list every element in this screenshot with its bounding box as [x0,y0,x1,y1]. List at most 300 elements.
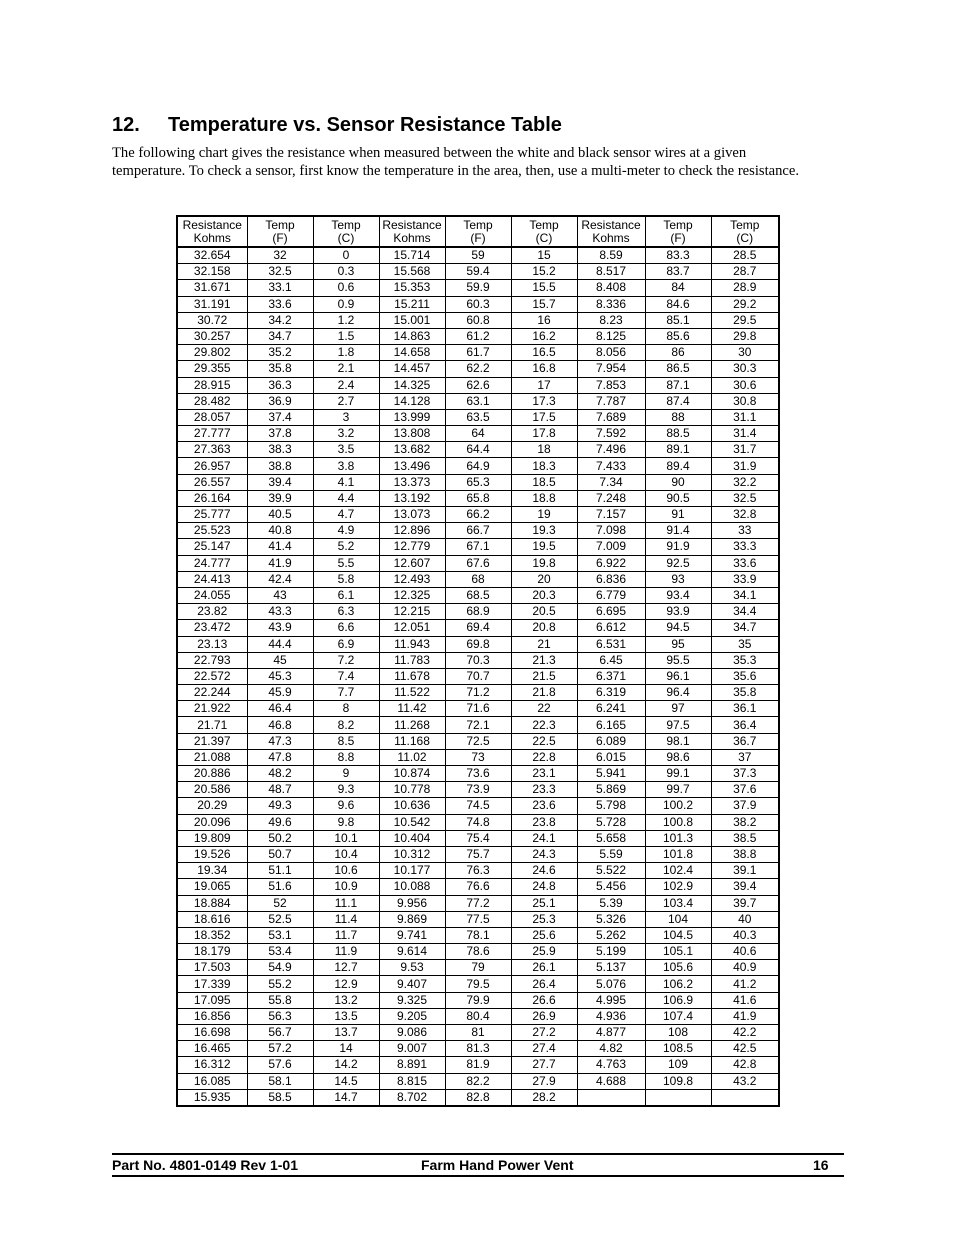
table-cell: 5.326 [577,911,645,927]
table-cell: 8.408 [577,280,645,296]
table-cell: 9.956 [379,895,445,911]
table-cell: 9 [313,766,379,782]
table-cell: 31.4 [711,426,779,442]
table-cell: 22.5 [511,733,577,749]
table-cell: 5.658 [577,830,645,846]
table-cell: 10.177 [379,863,445,879]
table-cell: 71.6 [445,701,511,717]
column-header-label: Temp [331,217,361,232]
table-cell: 6.922 [577,555,645,571]
table-cell: 12.7 [313,960,379,976]
table-cell: 50.2 [247,830,313,846]
table-cell: 94.5 [645,620,711,636]
table-cell: 18.352 [177,927,247,943]
table-cell: 41.9 [247,555,313,571]
table-cell: 15.7 [511,296,577,312]
table-cell: 6.45 [577,652,645,668]
table-row [177,976,779,992]
table-cell: 24.055 [177,587,247,603]
table-cell: 6.319 [577,685,645,701]
table-cell: 4.995 [577,992,645,1008]
table-cell: 30.3 [711,361,779,377]
table-cell: 33 [711,523,779,539]
column-header-label: Temp [265,217,295,232]
table-cell: 109 [645,1057,711,1073]
section-number: 12. [112,114,140,136]
table-cell: 34.7 [711,620,779,636]
table-cell: 13.192 [379,490,445,506]
table-body [177,247,779,1106]
table-cell: 29.8 [711,328,779,344]
table-cell: 37.8 [247,426,313,442]
table-cell: 26.957 [177,458,247,474]
table-cell: 55.2 [247,976,313,992]
table-row [177,846,779,862]
table-cell: 83.7 [645,264,711,280]
footer-rule-bottom [112,1175,844,1177]
table-cell: 16.8 [511,361,577,377]
table-cell: 4.936 [577,1008,645,1024]
table-cell: 17.339 [177,976,247,992]
table-cell: 46.4 [247,701,313,717]
table-cell: 87.1 [645,377,711,393]
table-cell: 15.211 [379,296,445,312]
table-cell: 11.42 [379,701,445,717]
table-cell: 12.607 [379,555,445,571]
table-cell: 29.2 [711,296,779,312]
column-header [711,216,779,247]
table-cell: 70.7 [445,668,511,684]
table-cell: 38.8 [711,846,779,862]
table-cell: 19.5 [511,539,577,555]
table-cell: 49.3 [247,798,313,814]
column-header-unit: (C) [736,230,754,245]
table-cell: 48.7 [247,782,313,798]
table-cell: 78.1 [445,927,511,943]
table-cell: 38.2 [711,814,779,830]
table-cell: 98.1 [645,733,711,749]
table-cell: 21.3 [511,652,577,668]
table-row [177,1057,779,1073]
resistance-table [176,215,780,1107]
table-cell: 33.9 [711,571,779,587]
table-cell: 28.5 [711,247,779,264]
table-cell: 52 [247,895,313,911]
table-row [177,992,779,1008]
table-cell: 18.5 [511,474,577,490]
table-cell: 5.456 [577,879,645,895]
table-cell: 33.6 [247,296,313,312]
table-cell: 4.9 [313,523,379,539]
table-cell: 12.9 [313,976,379,992]
table-row [177,863,779,879]
table-cell: 58.1 [247,1073,313,1089]
table-cell: 45.9 [247,685,313,701]
table-cell: 16.085 [177,1073,247,1089]
column-header-unit: (C) [337,230,355,245]
table-row [177,409,779,425]
table-cell: 2.7 [313,393,379,409]
table-cell: 91 [645,507,711,523]
table-cell: 9.007 [379,1041,445,1057]
table-cell: 71.2 [445,685,511,701]
table-row [177,927,779,943]
table-cell: 22.793 [177,652,247,668]
table-cell: 47.8 [247,749,313,765]
table-cell: 77.2 [445,895,511,911]
column-header [511,216,577,247]
table-cell: 44.4 [247,636,313,652]
table-cell: 36.1 [711,701,779,717]
table-cell: 11.02 [379,749,445,765]
table-cell: 22.244 [177,685,247,701]
table-cell: 7.853 [577,377,645,393]
table-cell: 5.798 [577,798,645,814]
column-header-label: Temp [730,217,760,232]
table-row [177,264,779,280]
table-cell: 41.2 [711,976,779,992]
table-cell: 9.6 [313,798,379,814]
table-cell: 65.8 [445,490,511,506]
table-row [177,426,779,442]
table-cell: 81 [445,1025,511,1041]
table-cell: 19.3 [511,523,577,539]
table-cell: 49.6 [247,814,313,830]
table-cell: 19.065 [177,879,247,895]
table-cell: 7.248 [577,490,645,506]
table-cell: 5.39 [577,895,645,911]
table-cell: 97.5 [645,717,711,733]
table-cell: 9.086 [379,1025,445,1041]
table-cell: 53.4 [247,944,313,960]
table-cell: 73 [445,749,511,765]
table-cell: 7.009 [577,539,645,555]
table-cell: 11.268 [379,717,445,733]
table-cell: 15.2 [511,264,577,280]
table-row [177,442,779,458]
table-row [177,668,779,684]
table-cell: 17.503 [177,960,247,976]
table-cell: 33.3 [711,539,779,555]
table-cell: 104 [645,911,711,927]
table-cell: 19.34 [177,863,247,879]
column-header-unit: Kohms [393,230,431,245]
table-cell: 31.9 [711,458,779,474]
table-cell: 29.355 [177,361,247,377]
table-cell: 26.4 [511,976,577,992]
table-cell: 106.9 [645,992,711,1008]
table-cell: 10.9 [313,879,379,895]
table-cell: 7.4 [313,668,379,684]
table-cell: 8.815 [379,1073,445,1089]
table-cell: 8.056 [577,345,645,361]
table-cell: 20.886 [177,766,247,782]
table-cell: 39.7 [711,895,779,911]
table-cell: 6.165 [577,717,645,733]
table-cell: 14.128 [379,393,445,409]
intro-paragraph: The following chart gives the resistance when measured between the white and black sensor wires at a given temperature. To check a sensor, first know the temperature in the area, then, use a multi-meter to check the resistance. [112,145,799,179]
table-cell: 64.9 [445,458,511,474]
table-cell: 24.3 [511,846,577,862]
table-cell: 0.6 [313,280,379,296]
table-cell: 30.72 [177,312,247,328]
table-cell: 15.714 [379,247,445,264]
table-cell: 40.9 [711,960,779,976]
table-cell: 27.2 [511,1025,577,1041]
table-cell: 0.3 [313,264,379,280]
table-cell: 7.496 [577,442,645,458]
table-cell: 27.363 [177,442,247,458]
column-header [379,216,445,247]
column-header-unit: Kohms [193,230,231,245]
table-cell: 14.325 [379,377,445,393]
column-header-label: Resistance [581,217,641,232]
table-cell: 5.522 [577,863,645,879]
table-cell: 20.8 [511,620,577,636]
table-cell: 16.312 [177,1057,247,1073]
table-cell: 57.2 [247,1041,313,1057]
table-cell: 61.7 [445,345,511,361]
table-cell: 67.1 [445,539,511,555]
table-cell: 87.4 [645,393,711,409]
table-cell: 17.5 [511,409,577,425]
column-header [445,216,511,247]
footer-page-number: 16 [813,1157,829,1173]
table-cell: 81.9 [445,1057,511,1073]
table-row [177,960,779,976]
table-cell: 2.1 [313,361,379,377]
footer-product-name: Farm Hand Power Vent [421,1157,574,1173]
table-cell: 10.312 [379,846,445,862]
table-cell: 25.147 [177,539,247,555]
table-cell: 38.8 [247,458,313,474]
table-cell: 28.9 [711,280,779,296]
table-cell: 35.3 [711,652,779,668]
table-cell: 28.915 [177,377,247,393]
table-cell: 18.616 [177,911,247,927]
table-cell: 43.2 [711,1073,779,1089]
table-cell: 5.199 [577,944,645,960]
table-cell: 9.407 [379,976,445,992]
table-row [177,296,779,312]
table-cell: 25.523 [177,523,247,539]
table-cell: 5.5 [313,555,379,571]
table-row [177,571,779,587]
table-cell [577,1089,645,1106]
table-row [177,1073,779,1089]
table-cell: 41.6 [711,992,779,1008]
table-cell: 69.4 [445,620,511,636]
table-cell: 37.9 [711,798,779,814]
table-cell: 77.5 [445,911,511,927]
table-cell: 37.4 [247,409,313,425]
table-cell: 96.4 [645,685,711,701]
table-cell: 5.869 [577,782,645,798]
table-cell: 57.6 [247,1057,313,1073]
column-header [247,216,313,247]
table-cell: 17.095 [177,992,247,1008]
table-cell: 43.3 [247,604,313,620]
table-cell: 98.6 [645,749,711,765]
table-cell: 10.088 [379,879,445,895]
table-cell: 43.9 [247,620,313,636]
table-cell: 27.777 [177,426,247,442]
table-cell: 74.5 [445,798,511,814]
table-cell: 7.689 [577,409,645,425]
table-cell: 11.678 [379,668,445,684]
table-row [177,312,779,328]
table-cell: 32.654 [177,247,247,264]
table-cell: 37.6 [711,782,779,798]
table-row [177,490,779,506]
column-header-label: Temp [529,217,559,232]
table-cell: 62.6 [445,377,511,393]
table-cell: 9.8 [313,814,379,830]
table-cell: 26.164 [177,490,247,506]
table-cell: 4.4 [313,490,379,506]
table-cell: 25.6 [511,927,577,943]
table-row [177,652,779,668]
table-cell: 8 [313,701,379,717]
table-row [177,523,779,539]
table-cell: 20.29 [177,798,247,814]
table-cell: 1.8 [313,345,379,361]
table-cell: 13.682 [379,442,445,458]
table-cell: 86.5 [645,361,711,377]
table-cell: 34.1 [711,587,779,603]
table-cell: 68.5 [445,587,511,603]
table-cell: 8.891 [379,1057,445,1073]
table-cell: 70.3 [445,652,511,668]
table-row [177,539,779,555]
table-cell: 52.5 [247,911,313,927]
table-cell: 12.325 [379,587,445,603]
table-cell: 10.636 [379,798,445,814]
column-header-label: Temp [463,217,493,232]
table-cell: 20 [511,571,577,587]
table-cell: 66.7 [445,523,511,539]
table-cell: 19.526 [177,846,247,862]
table-cell: 27.7 [511,1057,577,1073]
table-cell: 16.465 [177,1041,247,1057]
table-row [177,717,779,733]
table-cell: 8.125 [577,328,645,344]
table-cell: 85.1 [645,312,711,328]
table-cell: 24.6 [511,863,577,879]
table-cell: 68 [445,571,511,587]
table-cell: 31.7 [711,442,779,458]
table-cell: 92.5 [645,555,711,571]
table-cell: 9.869 [379,911,445,927]
table-cell: 11.168 [379,733,445,749]
table-cell: 13.496 [379,458,445,474]
table-row [177,685,779,701]
table-cell: 38.3 [247,442,313,458]
table-cell: 14.658 [379,345,445,361]
table-cell: 21.8 [511,685,577,701]
table-cell: 22.8 [511,749,577,765]
table-cell: 32.8 [711,507,779,523]
table-cell: 30 [711,345,779,361]
table-cell: 14.863 [379,328,445,344]
table-cell: 46.8 [247,717,313,733]
table-cell: 64 [445,426,511,442]
table-row [177,830,779,846]
table-row [177,587,779,603]
table-cell: 88.5 [645,426,711,442]
table-cell: 7.098 [577,523,645,539]
table-cell: 95 [645,636,711,652]
table-cell: 23.8 [511,814,577,830]
table-cell: 107.4 [645,1008,711,1024]
table-row [177,345,779,361]
table-cell: 15.353 [379,280,445,296]
table-cell: 14.7 [313,1089,379,1106]
table-cell: 12.051 [379,620,445,636]
table-row [177,328,779,344]
table-cell: 6.1 [313,587,379,603]
table-cell: 14.2 [313,1057,379,1073]
table-cell: 48.2 [247,766,313,782]
table-cell: 6.779 [577,587,645,603]
table-cell: 32.2 [711,474,779,490]
table-cell: 54.9 [247,960,313,976]
table-cell: 19.809 [177,830,247,846]
table-cell: 22.572 [177,668,247,684]
table-cell: 13.2 [313,992,379,1008]
table-cell: 9.53 [379,960,445,976]
table-cell: 55.8 [247,992,313,1008]
table-cell: 10.874 [379,766,445,782]
table-row [177,247,779,264]
table-cell: 9.325 [379,992,445,1008]
table-cell: 10.1 [313,830,379,846]
table-cell: 21.922 [177,701,247,717]
table-cell: 6.015 [577,749,645,765]
table-cell: 34.7 [247,328,313,344]
column-header [645,216,711,247]
table-cell: 88 [645,409,711,425]
table-cell: 90 [645,474,711,490]
table-cell: 6.6 [313,620,379,636]
table-cell: 11.783 [379,652,445,668]
table-cell: 32.158 [177,264,247,280]
table-cell: 4.877 [577,1025,645,1041]
table-cell: 34.2 [247,312,313,328]
table-cell: 42.5 [711,1041,779,1057]
table-cell: 80.4 [445,1008,511,1024]
table-cell: 14 [313,1041,379,1057]
table-cell [645,1089,711,1106]
table-cell [711,1089,779,1106]
table-cell: 39.4 [711,879,779,895]
table-cell: 4.688 [577,1073,645,1089]
table-cell: 64.4 [445,442,511,458]
table-cell: 47.3 [247,733,313,749]
table-cell: 65.3 [445,474,511,490]
table-cell: 51.1 [247,863,313,879]
table-cell: 3 [313,409,379,425]
table-cell: 56.7 [247,1025,313,1041]
column-header-unit: (C) [535,230,553,245]
table-cell: 91.9 [645,539,711,555]
table-cell: 33.6 [711,555,779,571]
table-cell: 40 [711,911,779,927]
table-cell: 6.612 [577,620,645,636]
table-cell: 24.413 [177,571,247,587]
table-cell: 40.3 [711,927,779,943]
column-header-unit: (F) [470,230,486,245]
